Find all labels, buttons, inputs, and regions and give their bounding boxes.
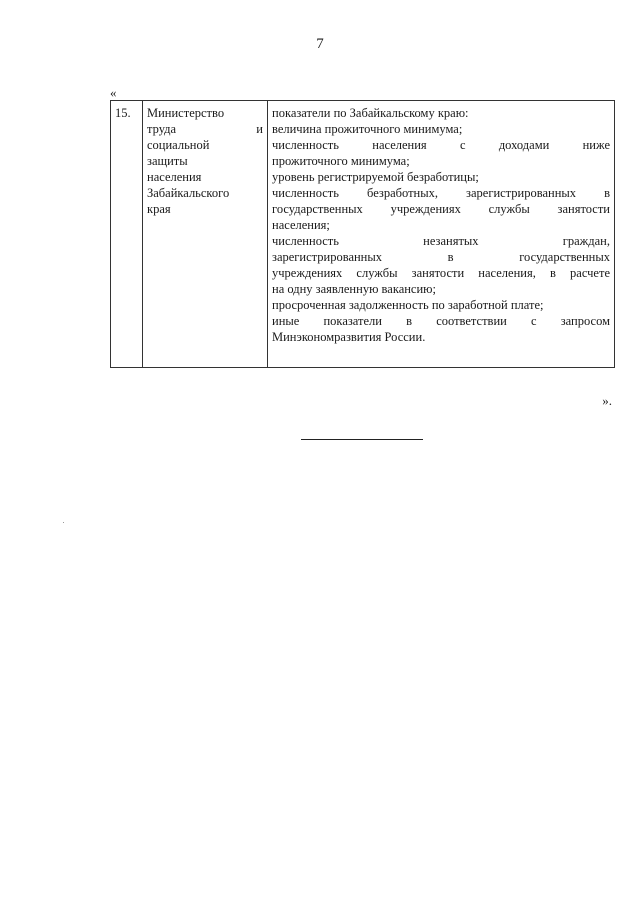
organization-line: Забайкальского <box>147 186 230 200</box>
indicator-line: уровень регистрируемой безработицы; <box>272 170 479 184</box>
indicator-line: на одну заявленную вакансию; <box>272 282 436 296</box>
indicator-line: численность населения с доходами ниже <box>272 138 610 152</box>
scan-artifact-dot <box>63 522 64 523</box>
organization-line: труда и <box>147 122 263 136</box>
indicator-line: Минэкономразвития России. <box>272 330 426 344</box>
indicators-table <box>110 100 615 368</box>
closing-quote-mark: ». <box>602 393 612 408</box>
table-row <box>111 101 615 368</box>
opening-quote-mark: « <box>110 85 117 100</box>
organization-cell <box>143 101 268 368</box>
organization-line: защиты <box>147 154 188 168</box>
organization-line: края <box>147 202 171 216</box>
indicator-line: численность незанятых граждан, <box>272 234 610 248</box>
indicator-line: государственных учреждениях службы занятости <box>272 202 610 216</box>
indicator-line: просроченная задолженность по заработной плате; <box>272 298 544 312</box>
indicator-line: зарегистрированных в государственных <box>272 250 610 264</box>
indicator-line: иные показатели в соответствии с запросом <box>272 314 610 328</box>
organization-line: населения <box>147 170 202 184</box>
organization-line: Министерство <box>147 106 225 120</box>
indicator-line: учреждениях службы занятости населения, в расчете <box>272 266 610 280</box>
indicator-line: населения; <box>272 218 330 232</box>
indicator-line: показатели по Забайкальскому краю: <box>272 106 469 120</box>
row-number-cell <box>111 101 143 368</box>
page-number: 7 <box>316 36 324 52</box>
row-number: 15. <box>115 106 131 120</box>
indicator-line: величина прожиточного минимума; <box>272 122 463 136</box>
signature-rule-divider <box>301 439 423 440</box>
indicator-line: численность безработных, зарегистрированных в <box>272 186 610 200</box>
organization-line: социальной <box>147 138 210 152</box>
indicators-cell <box>268 101 615 368</box>
indicator-line: прожиточного минимума; <box>272 154 410 168</box>
